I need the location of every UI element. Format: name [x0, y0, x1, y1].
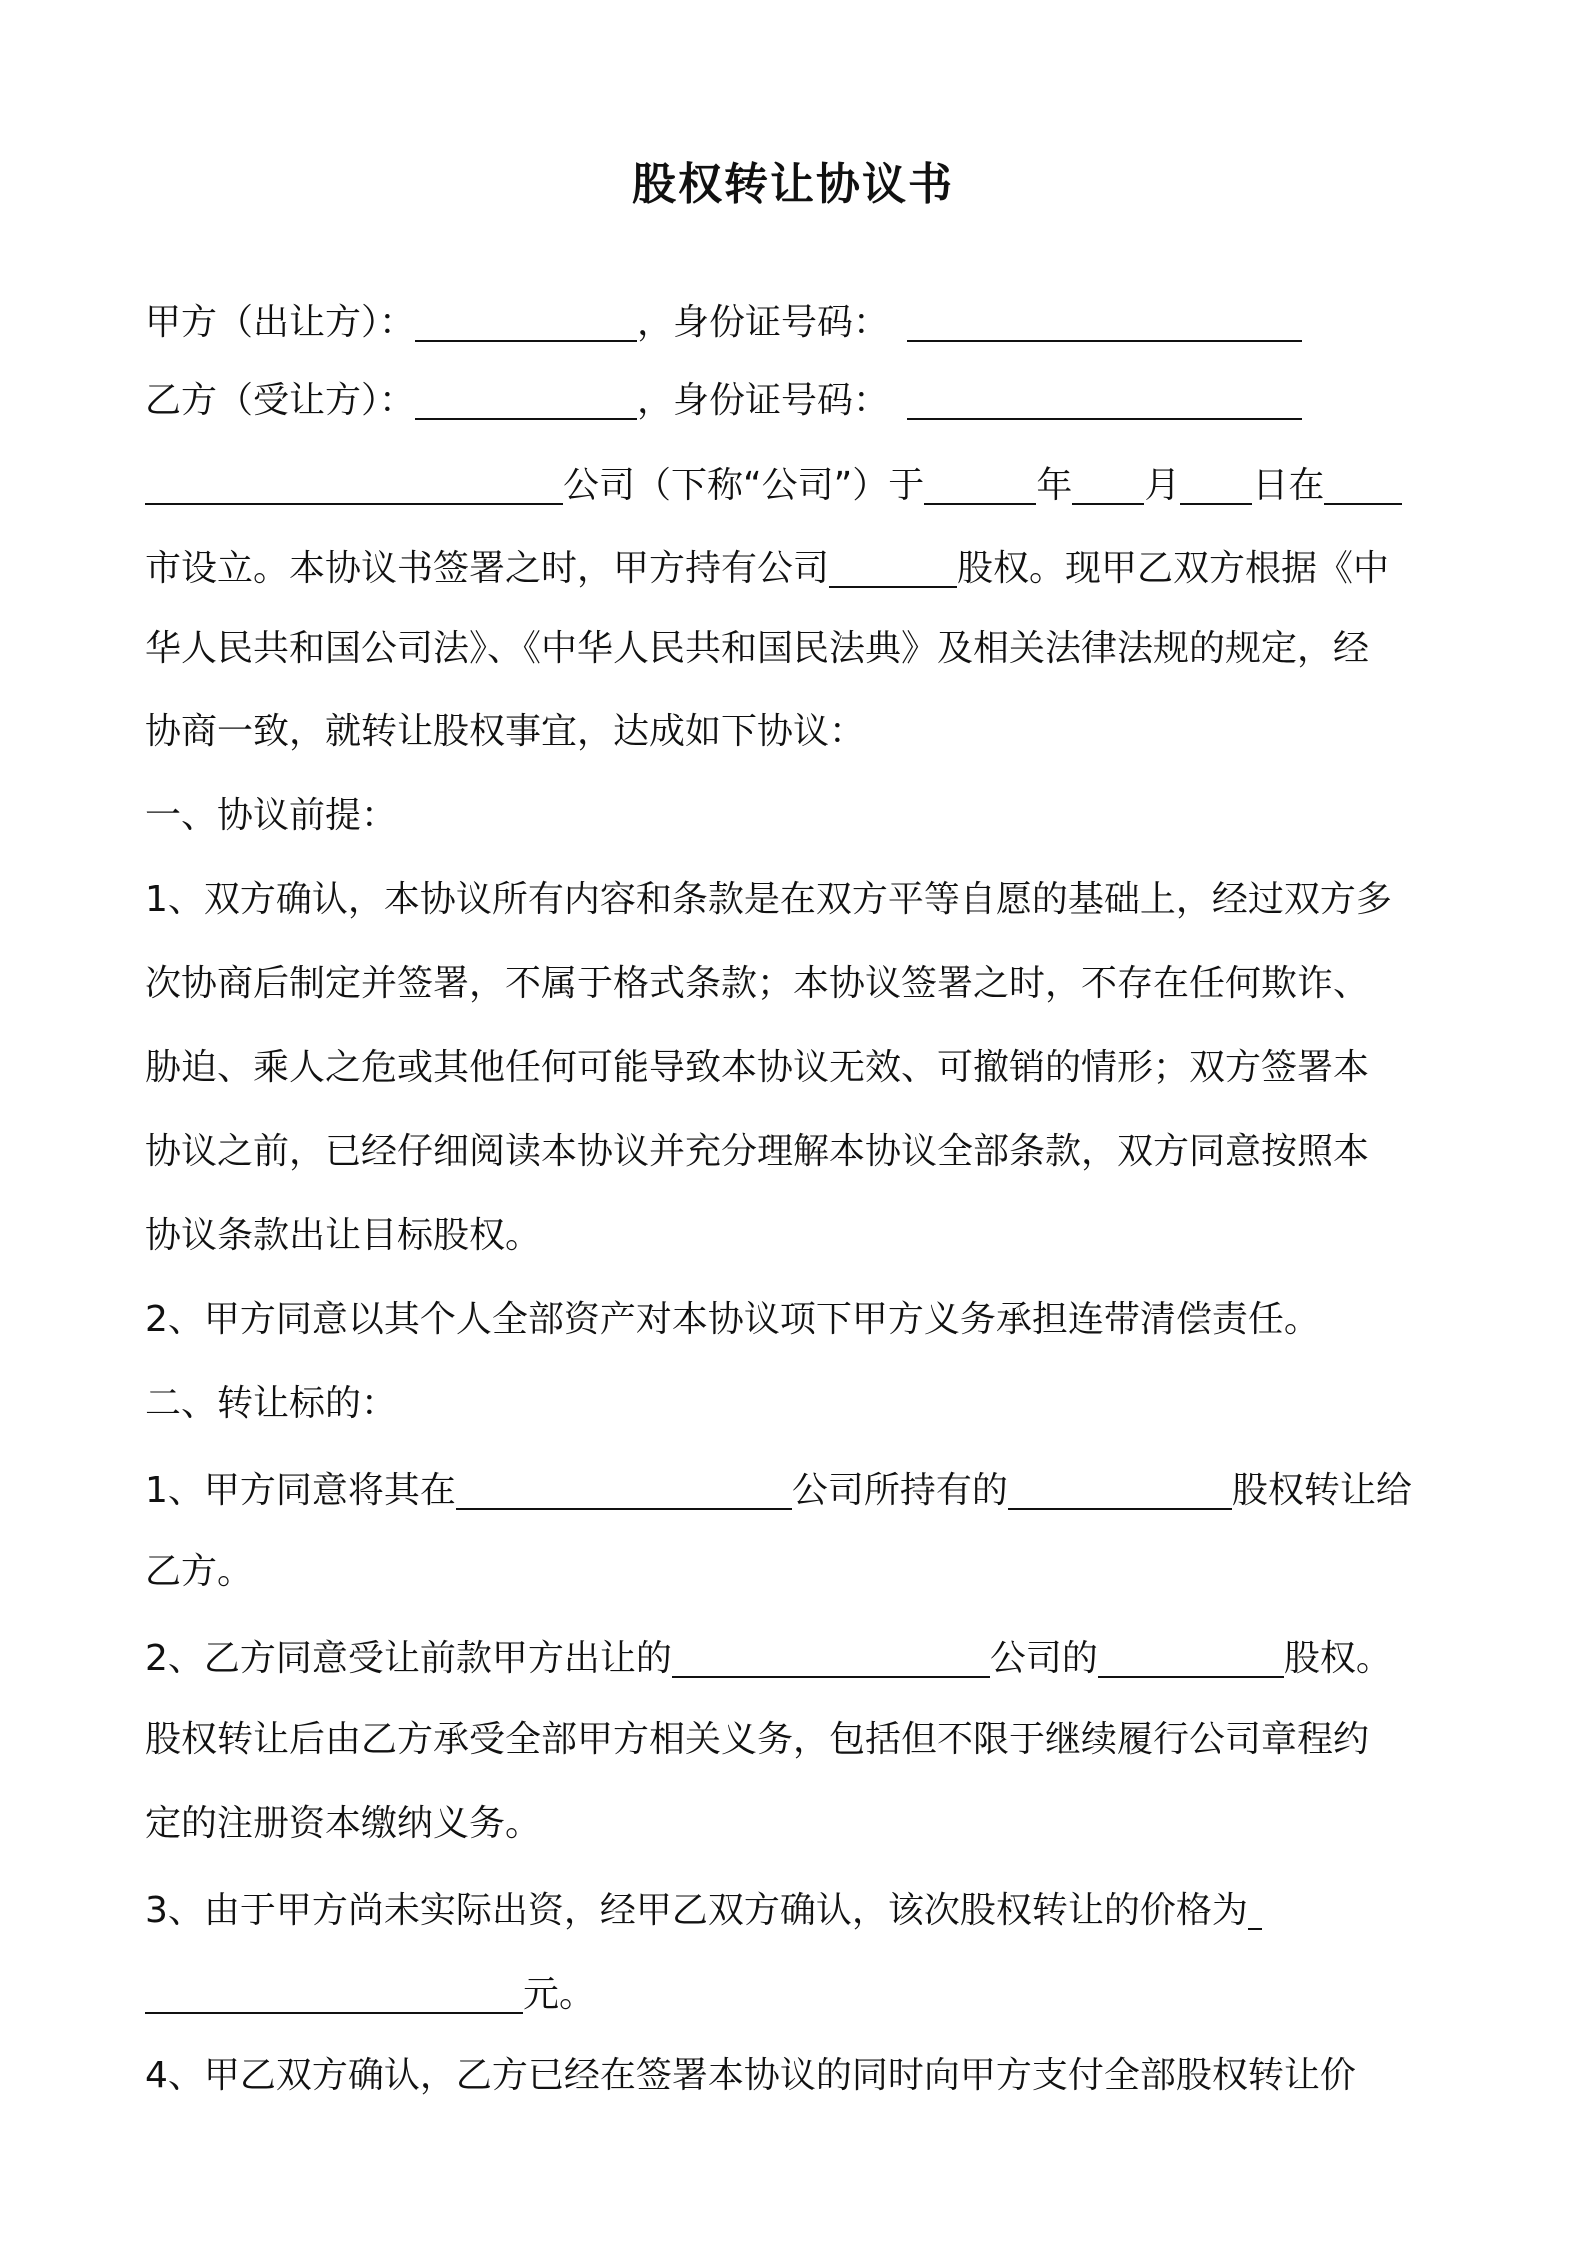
s2-item1-line-1	[145, 1470, 1412, 1510]
party-a-id-blank[interactable]	[907, 302, 1302, 342]
s2-item1-text-c: 股权转让给	[1231, 1470, 1412, 1511]
s2-item2-text-a: 2、乙方同意受让前款甲方出让的	[145, 1638, 672, 1679]
s2-item1-text-a: 1、甲方同意将其在	[145, 1470, 456, 1511]
month-label: 月	[1144, 465, 1181, 506]
city-blank[interactable]	[1324, 465, 1402, 505]
intro-line-4: 协商一致，就转让股权事宜，达成如下协议：	[145, 711, 866, 752]
document-title: 股权转让协议书	[632, 159, 954, 210]
s2-item2-line-1	[145, 1638, 1392, 1678]
s2-item3-line-2	[145, 1974, 595, 2014]
s1-item1-line-4: 协议之前，已经仔细阅读本协议并充分理解本协议全部条款，双方同意按照本	[145, 1131, 1370, 1172]
intro-text-2b: 股权。现甲乙双方根据《中	[957, 548, 1390, 589]
day-blank[interactable]	[1180, 465, 1252, 505]
s2-item3-text-b: 元。	[523, 1974, 596, 2015]
s2-item2-text-c: 股权。	[1283, 1638, 1392, 1679]
intro-line-2	[145, 548, 1389, 588]
section-1-heading: 一、协议前提：	[145, 795, 398, 836]
day-label: 日在	[1252, 465, 1325, 506]
s1-item1-line-3: 胁迫、乘人之危或其他任何可能导致本协议无效、可撤销的情形；双方签署本	[145, 1047, 1370, 1088]
s2-item1-text-b: 公司所持有的	[791, 1470, 1008, 1511]
party-a-label: 甲方（出让方）：	[145, 302, 416, 343]
intro-line-1	[145, 465, 1402, 505]
s2-item3-price-blank-start[interactable]	[1248, 1890, 1262, 1930]
s1-item2: 2、甲方同意以其个人全部资产对本协议项下甲方义务承担连带清偿责任。	[145, 1299, 1320, 1340]
intro-company-text: 公司（下称“公司”）于	[563, 465, 925, 506]
s2-item3-text-a: 3、由于甲方尚未实际出资，经甲乙双方确认，该次股权转让的价格为	[145, 1890, 1248, 1931]
s1-item1-line-2: 次协商后制定并签署，不属于格式条款；本协议签署之时，不存在任何欺诈、	[145, 963, 1370, 1004]
party-b-row	[145, 380, 1302, 420]
party-b-id-blank[interactable]	[907, 380, 1302, 420]
s2-item1-company-blank[interactable]	[456, 1470, 792, 1510]
year-label: 年	[1036, 465, 1073, 506]
year-blank[interactable]	[924, 465, 1036, 505]
s2-item3-price-blank[interactable]	[145, 1974, 523, 2014]
month-blank[interactable]	[1072, 465, 1144, 505]
s2-item3-line-1	[145, 1890, 1262, 1930]
party-b-name-blank[interactable]	[415, 380, 637, 420]
intro-text-2a: 市设立。本协议书签署之时，甲方持有公司	[145, 548, 830, 589]
s1-item1-line-5: 协议条款出让目标股权。	[145, 1215, 542, 1256]
s2-item2-text-b: 公司的	[989, 1638, 1098, 1679]
company-name-blank[interactable]	[145, 465, 563, 505]
party-a-row	[145, 302, 1302, 342]
s2-item4-line-1: 4、甲乙双方确认，乙方已经在签署本协议的同时向甲方支付全部股权转让价	[145, 2055, 1356, 2096]
intro-line-3: 华人民共和国公司法》、《中华人民共和国民法典》及相关法律法规的规定，经	[145, 628, 1370, 669]
party-b-label: 乙方（受让方）：	[145, 380, 416, 421]
s1-item1-line-1: 1、双方确认，本协议所有内容和条款是在双方平等自愿的基础上，经过双方多	[145, 879, 1392, 920]
s2-item2-line-3: 定的注册资本缴纳义务。	[145, 1803, 542, 1844]
s2-item2-share-blank[interactable]	[1098, 1638, 1284, 1678]
party-b-id-label: ，身份证号码：	[637, 380, 890, 421]
s2-item2-line-2: 股权转让后由乙方承受全部甲方相关义务，包括但不限于继续履行公司章程约	[145, 1719, 1370, 1760]
share-percent-blank[interactable]	[829, 548, 957, 588]
party-a-id-label: ，身份证号码：	[637, 302, 890, 343]
party-a-name-blank[interactable]	[415, 302, 637, 342]
s2-item2-company-blank[interactable]	[672, 1638, 990, 1678]
s2-item1-line-2: 乙方。	[145, 1551, 254, 1592]
section-2-heading: 二、转让标的：	[145, 1383, 398, 1424]
s2-item1-share-blank[interactable]	[1008, 1470, 1232, 1510]
